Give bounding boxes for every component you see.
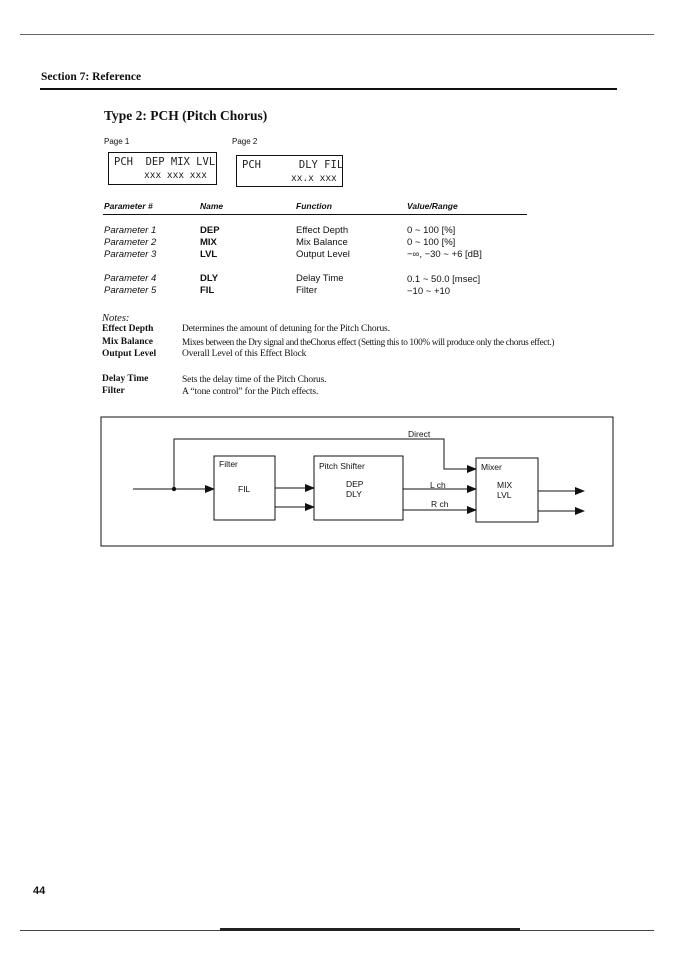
- page1-label: Page 1: [104, 137, 130, 146]
- page-number: 44: [33, 885, 46, 897]
- mixer-title: Mixer: [481, 462, 502, 472]
- row2-value: 0 ~ 100 [%]: [407, 237, 456, 248]
- note-desc-delay-time: Sets the delay time of the Pitch Chorus.: [182, 375, 327, 385]
- filter-title: Filter: [219, 459, 238, 469]
- lcd-page1-line2: xxx xxx xxx: [144, 170, 207, 181]
- row2-param: Parameter 2: [104, 237, 157, 248]
- mixer-param-mix: MIX: [497, 480, 513, 490]
- th-value: Value/Range: [407, 201, 458, 211]
- filter-param: FIL: [238, 484, 251, 494]
- row5-value: −10 ~ +10: [407, 286, 451, 297]
- row3-function: Output Level: [296, 249, 350, 260]
- row4-param: Parameter 4: [104, 273, 157, 284]
- row3-value: −∞, −30 ~ +6 [dB]: [407, 249, 482, 260]
- th-name: Name: [200, 201, 224, 211]
- row5-function: Filter: [296, 285, 318, 296]
- shifter-title: Pitch Shifter: [319, 461, 365, 471]
- lch-label: L ch: [430, 480, 446, 490]
- rch-label: R ch: [431, 499, 449, 509]
- shifter-param-dep: DEP: [346, 479, 364, 489]
- bottom-rule-heavy: [220, 928, 520, 931]
- row3-name: LVL: [200, 249, 218, 260]
- lcd-page1-line1: PCH DEP MIX LVL: [114, 156, 216, 168]
- row3-param: Parameter 3: [104, 249, 157, 260]
- page2-label: Page 2: [232, 137, 258, 146]
- note-desc-output-level: Overall Level of this Effect Block: [182, 349, 307, 359]
- note-term-filter: Filter: [102, 386, 125, 396]
- row4-value: 0.1 ~ 50.0 [msec]: [407, 274, 481, 285]
- type-heading: Type 2: PCH (Pitch Chorus): [104, 108, 268, 123]
- th-function: Function: [296, 201, 332, 211]
- direct-label: Direct: [408, 429, 431, 439]
- note-term-delay-time: Delay Time: [102, 374, 149, 384]
- row5-name: FIL: [200, 285, 215, 296]
- note-term-mix-balance: Mix Balance: [102, 337, 153, 347]
- row4-function: Delay Time: [296, 273, 344, 284]
- row2-name: MIX: [200, 237, 217, 248]
- row5-param: Parameter 5: [104, 285, 157, 296]
- shifter-param-dly: DLY: [346, 489, 362, 499]
- note-desc-mix-balance: Mixes between the Dry signal and theChorus effect (Setting this to 100% will produce only the chorus effect.): [182, 337, 555, 347]
- row1-param: Parameter 1: [104, 225, 157, 236]
- row1-name: DEP: [200, 225, 220, 236]
- row4-name: DLY: [200, 273, 219, 284]
- note-desc-filter: A “tone control” for the Pitch effects.: [182, 387, 319, 397]
- row2-function: Mix Balance: [296, 237, 348, 248]
- th-parameter: Parameter #: [104, 201, 153, 211]
- mixer-param-lvl: LVL: [497, 490, 512, 500]
- note-term-effect-depth: Effect Depth: [102, 324, 154, 334]
- lcd-page2-line2: xx.x xxx: [291, 173, 337, 184]
- row1-function: Effect Depth: [296, 225, 349, 236]
- note-desc-effect-depth: Determines the amount of detuning for the Pitch Chorus.: [182, 324, 390, 334]
- row1-value: 0 ~ 100 [%]: [407, 225, 456, 236]
- notes-title: Notes:: [102, 313, 130, 324]
- note-term-output-level: Output Level: [102, 349, 157, 359]
- section-title: Section 7: Reference: [41, 71, 142, 83]
- lcd-page2-line1: PCH DLY FIL: [242, 159, 344, 171]
